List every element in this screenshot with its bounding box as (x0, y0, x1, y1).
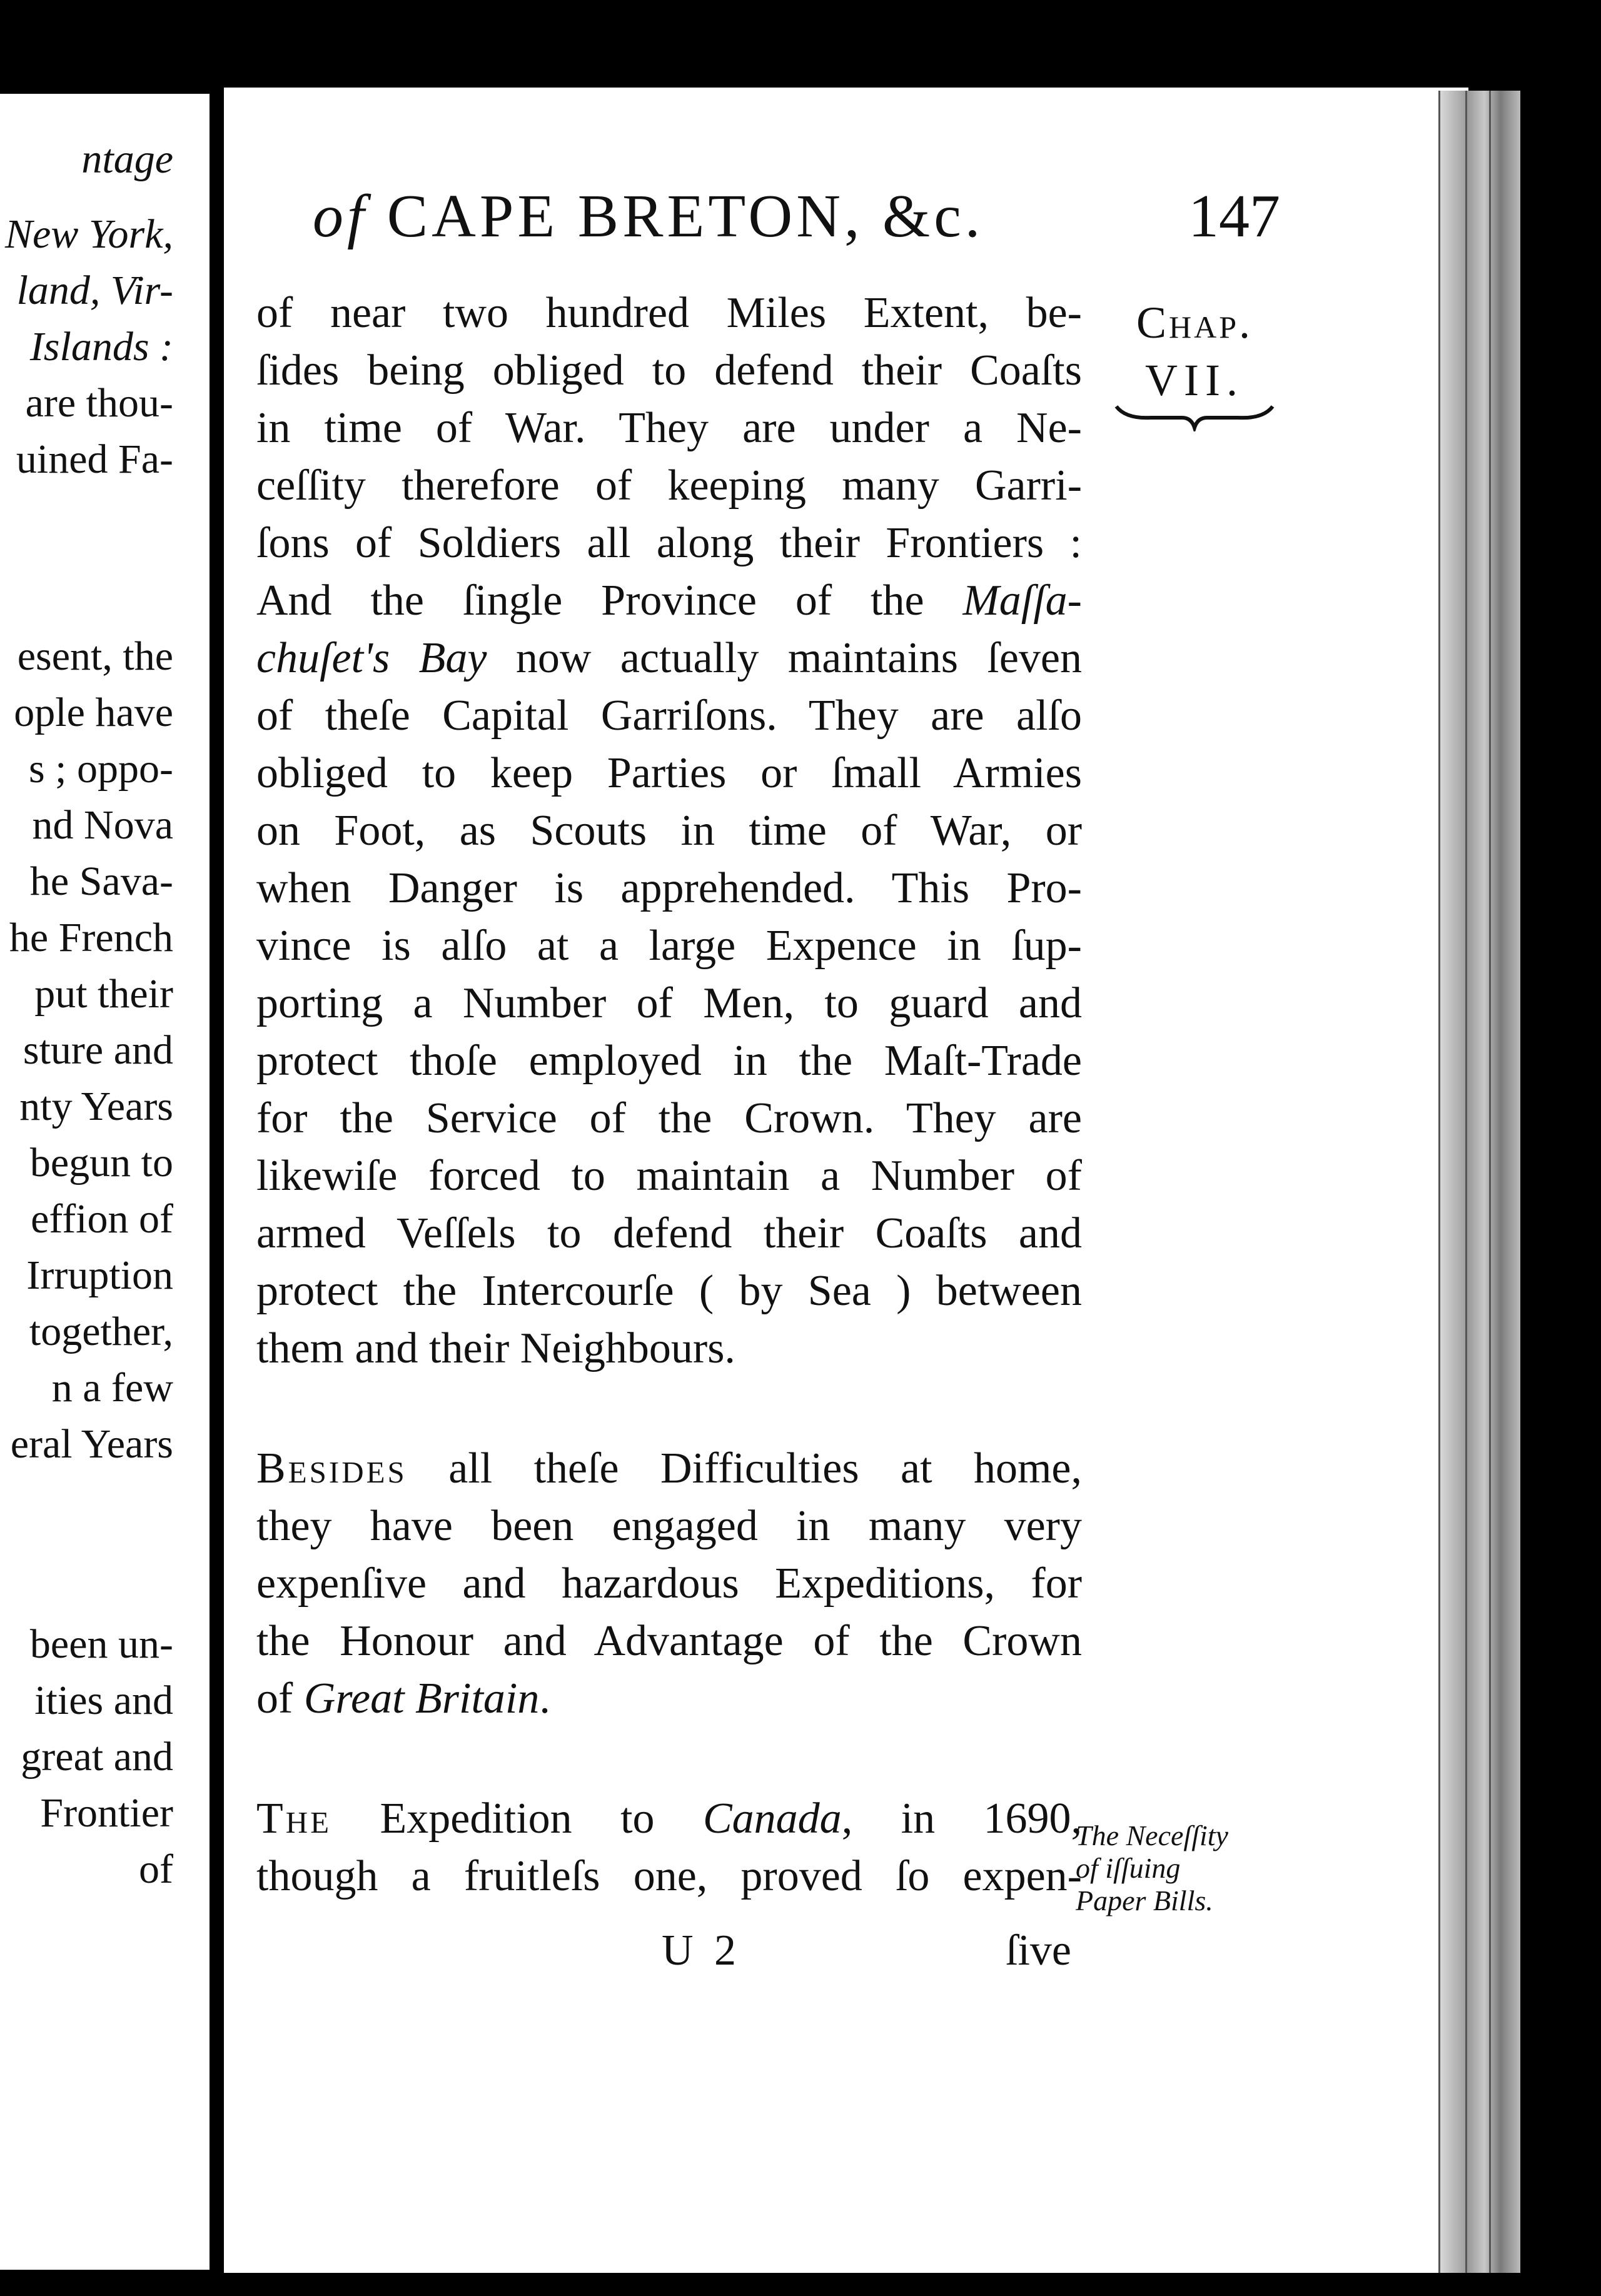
text-line: The Expedition to Canada, in 1690, (256, 1795, 1082, 1843)
text-line: chuſet's Bay now actually maintains ſeven (256, 634, 1083, 682)
text-line: likewiſe forced to maintain a Number of (256, 1152, 1082, 1200)
text-line: of Great Britain. (256, 1674, 550, 1723)
text-line: they have been engaged in many very (256, 1502, 1082, 1550)
text-line: vince is alſo at a large Expence in ſup- (256, 922, 1082, 970)
left-page-line: ntage (81, 136, 173, 182)
left-page (0, 94, 210, 2270)
text-line: the Honour and Advantage of the Crown (256, 1617, 1082, 1665)
left-page-line: he Sava- (29, 858, 173, 904)
signature-mark: U 2 (662, 1926, 742, 1975)
line-rest: all theſe Difficulties at home, (407, 1444, 1082, 1493)
page-edge (1438, 91, 1520, 2273)
text-line: ceſſity therefore of keeping many Garri- (256, 461, 1082, 510)
left-page-line: Islands : (29, 324, 173, 370)
lead-word: The (256, 1795, 332, 1843)
left-page-line: sture and (23, 1027, 173, 1073)
text-line: in time of War. They are under a Ne- (256, 404, 1082, 452)
left-page-line: put their (34, 971, 173, 1017)
left-page-line: Irruption (26, 1252, 173, 1298)
page-number: 147 (1188, 183, 1280, 250)
left-page-line: ople have (14, 690, 173, 735)
text-line: protect the Intercourſe ( by Sea ) between (256, 1267, 1082, 1315)
left-page-line: esent, the (17, 633, 173, 679)
left-page-line: together, (29, 1309, 173, 1354)
margin-note-line: The Neceſſity (1076, 1820, 1228, 1851)
left-page-line: land, Vir- (16, 268, 173, 313)
text-line: of theſe Capital Garriſons. They are alſo (256, 692, 1082, 740)
margin-note-line: of iſſuing (1076, 1852, 1181, 1884)
header-of: of (313, 183, 368, 250)
text-line: armed Veſſels to defend their Coaſts and (256, 1209, 1082, 1257)
text-line: them and their Neighbours. (256, 1324, 735, 1372)
left-page-line: s ; oppo- (29, 746, 173, 792)
text-line: protect thoſe employed in the Maſt-Trade (256, 1037, 1082, 1085)
margin-note-line: Paper Bills. (1076, 1885, 1213, 1916)
chapter-number: VII. (1145, 355, 1244, 405)
left-page-line: uined Fa- (16, 436, 173, 482)
text-line: ſons of Soldiers all along their Frontiers : (256, 519, 1082, 567)
margin-note (1076, 1820, 1288, 1917)
left-page-line: New York, (5, 211, 173, 257)
running-header (313, 181, 984, 251)
left-page-line: been un- (29, 1621, 173, 1667)
left-page-line: n a few (51, 1365, 173, 1411)
text-line: And the ſingle Province of the Maſſa- (256, 577, 1082, 625)
left-page-line: nd Nova (32, 802, 173, 848)
left-page-line: ities and (34, 1678, 173, 1723)
text-line: of near two hundred Miles Extent, be- (256, 289, 1082, 337)
left-page-line: effion of (31, 1196, 173, 1242)
text-line: for the Service of the Crown. They are (256, 1094, 1082, 1142)
chapter-heading (1104, 294, 1285, 409)
chapter-label: Chap. (1136, 298, 1253, 348)
left-page-line: nty Years (19, 1084, 173, 1129)
text-line: when Danger is apprehended. This Pro- (256, 864, 1082, 912)
left-page-line: he French (9, 915, 173, 960)
text-line: obliged to keep Parties or ſmall Armies (256, 749, 1082, 797)
left-page-line: of (139, 1846, 173, 1892)
left-page-line: begun to (29, 1140, 173, 1186)
header-title: CAPE BRETON, &c. (386, 183, 984, 250)
lead-word: Besides (256, 1444, 407, 1493)
left-page-line: great and (21, 1734, 173, 1780)
brace-ornament (1113, 400, 1276, 431)
left-page-line: Frontier (40, 1790, 173, 1836)
text-line: ſides being obliged to defend their Coaſts (256, 346, 1082, 395)
text-line: though a fruitleſs one, proved ſo expen- (256, 1852, 1082, 1900)
left-page-line: eral Years (10, 1421, 173, 1467)
text-line: on Foot, as Scouts in time of War, or (256, 807, 1082, 855)
text-line: porting a Number of Men, to guard and (256, 979, 1082, 1027)
left-page-line: are thou- (25, 380, 173, 426)
catchword: ſive (1006, 1926, 1071, 1975)
text-line (256, 1440, 1082, 1498)
text-line: expenſive and hazardous Expeditions, for (256, 1559, 1082, 1608)
body-text (256, 284, 1082, 1905)
